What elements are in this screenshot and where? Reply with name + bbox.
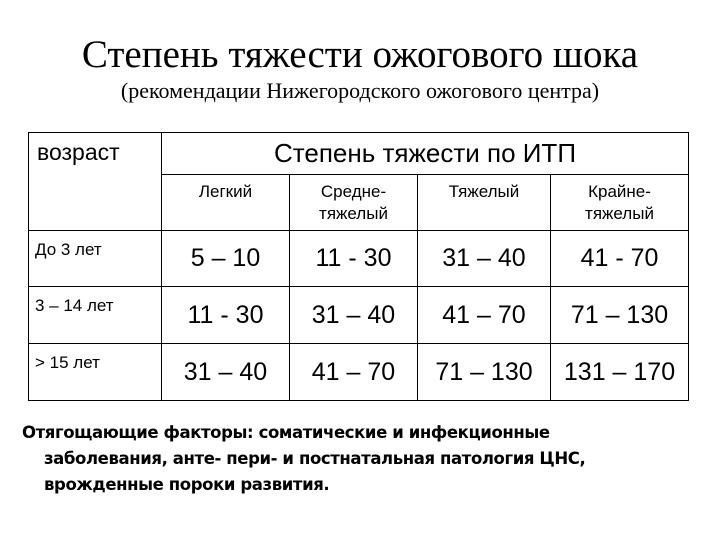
value-cell: 31 – 40: [290, 287, 418, 344]
table-row: [29, 231, 689, 287]
value-cell: 31 – 40: [418, 231, 551, 287]
value-cell: 5 – 10: [162, 231, 290, 287]
table-row: [29, 344, 689, 401]
aggravating-factors-note: [22, 420, 702, 498]
age-column-header: возраст: [29, 133, 162, 231]
age-cell: 3 – 14 лет: [29, 287, 162, 344]
page-title: Степень тяжести ожогового шока: [81, 33, 639, 76]
note-line-2: заболевания, анте- пери- и постнатальная патология ЦНС,: [44, 449, 586, 468]
value-cell: 41 - 70: [551, 231, 689, 287]
value-cell: 71 – 130: [418, 344, 551, 401]
severity-header-moderate: [290, 175, 418, 231]
severity-header-light-line1: Легкий: [198, 182, 253, 201]
severity-header-severe-line1: Тяжелый: [448, 182, 520, 201]
value-cell: 71 – 130: [551, 287, 689, 344]
note-line-1: Отягощающие факторы: соматические и инфекционные: [22, 423, 550, 442]
severity-header-moderate-line1: Средне-: [320, 182, 387, 201]
value-cell: 11 - 30: [290, 231, 418, 287]
age-cell: До 3 лет: [29, 231, 162, 287]
severity-header-moderate-line2: тяжелый: [319, 204, 388, 223]
severity-header-extreme: [551, 175, 689, 231]
severity-header-severe: [418, 175, 551, 231]
page-subtitle: (рекомендации Нижегородского ожогового центра): [120, 78, 600, 103]
severity-header-extreme-line2: тяжелый: [585, 204, 654, 223]
value-cell: 11 - 30: [162, 287, 290, 344]
severity-group-header: Степень тяжести по ИТП: [162, 133, 689, 175]
table-header-row: [29, 133, 689, 175]
severity-header-extreme-line1: Крайне-: [588, 182, 651, 201]
value-cell: 31 – 40: [162, 344, 290, 401]
severity-header-light: [162, 175, 290, 231]
itp-severity-table: [28, 132, 689, 401]
note-line-3: врожденные пороки развития.: [44, 475, 330, 494]
value-cell: 41 – 70: [418, 287, 551, 344]
value-cell: 41 – 70: [290, 344, 418, 401]
table-row: [29, 287, 689, 344]
age-cell: > 15 лет: [29, 344, 162, 401]
value-cell: 131 – 170: [551, 344, 689, 401]
